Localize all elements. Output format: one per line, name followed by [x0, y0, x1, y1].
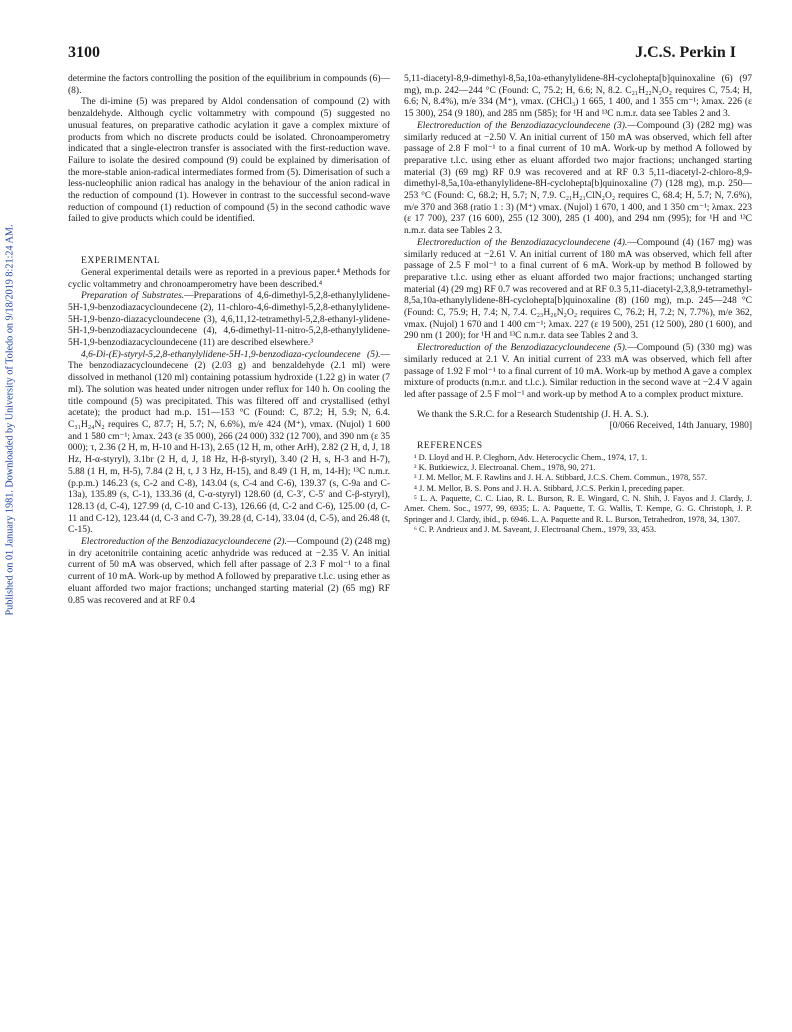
diimine-paragraph: The di-imine (5) was prepared by Aldol condensation of compound (2) with benzaldehyde. Although cyclic voltammetry with compound (5) suggested no unusual features, on preparative cathodic acylation it gave a complex mixture of products from which no discrete products could be isolated. Chronoamperometry indicated that a single-electron transfer is associated with the first-reduction wave. Failure to isolate the desired compound (9) could be explained by dimerisation of the more-stable anion-radical intermediates formed from (5). Dimerisation of such a less-nucleophilic anion radical has analogy in the behaviour of the anion radical in the reduction of compound (1). However in contrast to the successful second-wave reduction of compound (1) reduction of compound (5) in the second cathodic wave failed to give products which could be identified. [68, 97, 390, 225]
electroreduction-3-body: —Compound (3) (282 mg) was similarly reduced at −2.50 V. An initial current of 150 mA was observed, which fell after passage of 2.8 F mol⁻¹ to a final current of 10 mA. Work-up by method A followed by preparative t.l.c. using ether as eluant afforded two major fractions; unchanged starting material (3) (69 mg) RF 0.9 was recovered and at RF 0.3 5,11-diacetyl-2-chloro-8,9-dimethyl-8,5a,10a-ethanylylidene-8H-cyclohepta[b]quinoxaline (7) (128 mg), m.p. 250—253 °C (Found: C, 68.2; H, 5.7; N, 7.9. C₂₁H₂₁ClN₂O₂ requires C, 68.4; H, 5.7; N, 7.6%), m/e 370 and 368 (ratio 1 : 3) (M⁺) νmax. (Nujol) 1 670, 1 400, and 1 350 cm⁻¹; λmax. 223 (ε 17 700), 237 (16 600), 255 (12 300), 285 (1 400), and 294 nm (995); for ¹H and ¹³C n.m.r. data see Tables 2 3. [404, 120, 752, 237]
reference-1: ¹ D. Lloyd and H. P. Cleghorn, Adv. Heterocyclic Chem., 1974, 17, 1. [414, 452, 648, 462]
styryl-body: —The benzodiazacycloundecene (2) (2.03 g) and benzaldehyde (2.1 ml) were dissolved in methanol (120 ml) containing potassium hydroxide (1.22 g) in water (7 ml). The solution was heated under nitrogen under reflux for 140 h. On cooling the title compound (5) was precipitated. This was filtered off and crystallised (ethyl acetate); the product had m.p. 151—153 °C (Found: C, 87.2; H, 5.9; N, 6.4. C₃₁H₂₄N₂ requires C, 87.7; H, 5.7; N, 6.6%), m/e 424 (M⁺), νmax. (Nujol) 1 600 and 1 580 cm⁻¹; λmax. 243 (ε 35 000), 266 (24 000) 332 (12 700), and 390 nm (ε 35 000); τ, 2.36 (2 H, m, H-10 and H-13), 2.65 (12 H, m, other ArH), 2.82 (2 H, d, J, 18 Hz, H-α-styryl), 3.1br (2 H, d, J, 18 Hz, H-β-styryl), 3.40 (2 H, s, H-3 and H-7), 5.88 (1 H, m, H-5), 7.84 (2 H, t, J 3 Hz, H-15), and 8.49 (1 H, m, 14-H); ¹³C n.m.r. (p.p.m.) 146.23 (s, C-2 and C-8), 143.04 (s, C-4 and C-6), 139.37 (s, C-9a and C-13a), 135.89 (s, C-1), 133.36 (d, C-α-styryl) 128.60 (d, C-3′, C-5′ and C-β-styryl), 128.13 (d, C-4), 127.99 (d, C-10 and C-13), 126.66 (d, C-2 and C-6), 125.00 (d, C-11 and C-12), 123.44 (d, C-3 and C-7), 39.28 (d, C-14), 33.04 (d, C-5), and 26.48 (t, C-15). [68, 349, 390, 536]
reference-6: ⁶ C. P. Andrieux and J. M. Saveant, J. Electroanal Chem., 1979, 33, 453. [414, 524, 657, 534]
electroreduction-4-title: Electroreduction of the Benzodiazacycloundecene (4). [417, 237, 628, 248]
download-notice [1, 200, 19, 640]
electroreduction-5-body: —Compound (5) (330 mg) was similarly reduced at 2.1 V. An initial current of 233 mA was observed, which fell after passage of 1.92 F mol⁻¹ to a final current of 10 mA. Work-up by method A gave a complex mixture of products (n.m.r. and t.l.c.). Similar reduction in the second wave at −2.4 V again led after passage of 2.5 F mol⁻¹ and work-up by method A to a complex product mixture. [404, 343, 752, 400]
electroreduction-3-title: Electroreduction of the Benzodiazacycloundecene (3). [417, 120, 628, 131]
preparation-paragraph [68, 291, 390, 350]
preparation-title: Preparation of Substrates. [81, 291, 185, 302]
electroreduction-4-body: —Compound (4) (167 mg) was similarly reduced at −2.61 V. An initial current of 180 mA was observed, which fell after passage of 2.5 F mol⁻¹ to a final current of 6 mA. Work-up by method B followed by preparative t.l.c. using ether as eluant afforded two major fractions; unchanged starting material (4) (29 mg) RF 0.7 was recovered and at RF 0.3 5,11-diacetyl-2,3,8,9-tetramethyl-8,5a,10a-ethanylylidene-8H-cyclohepta[b]quinoxaline (8) (160 mg), m.p. 245—248 °C (Found: C, 75.9; H, 7.4; N, 7.4. C₂₃H₂₆N₂O₂ requires C, 76.2; H, 7.2; N, 7.7%), m/e 362, νmax. (Nujol) 1 670 and 1 400 cm⁻¹; λmax. 227 (ε 19 500), 251 (12 500), 280 (1 600), and 290 nm (1 200); for ¹H and ¹³C n.m.r. data see Tables 2 and 3. [404, 237, 752, 342]
styryl-title: 4,6-Di-(E)-styryl-5,2,8-ethanylylidene-5H-1,9-benzodiaza-cycloundecene (5). [81, 349, 381, 360]
intro-paragraph: determine the factors controlling the position of the equilibrium in compounds (6)—(8). [68, 74, 390, 96]
reference-list [404, 453, 752, 535]
electroreduction-4-paragraph [404, 238, 752, 343]
right-column [404, 74, 752, 535]
left-column [68, 74, 390, 607]
reference-4: ⁴ J. M. Mellor, B. S. Pons and J. H. A. Stibbard, J.C.S. Perkin I, preceding paper. [414, 483, 685, 493]
reference-3: ³ J. M. Mellor, M. F. Rawlins and J. H. A. Stibbard, J.C.S. Chem. Commun., 1978, 557. [414, 473, 708, 483]
received-date: [0/066 Received, 14th January, 1980] [609, 421, 752, 432]
preparation-body: —Preparations of 4,6-dimethyl-5,2,8-ethanylylidene-5H-1,9-benzodiazacycloundecene (2), 11-chloro-4,6-dimethyl-5,2,8-ethanylylidene-5H-1,9-benzo-diazacycloundecene (3), 4,6,11,12-tetramethyl-5,2,8-ethanyl-ylidene-5H-1,9-benzodiazacycloundecene (4), 4,6-dimethyl-11-nitro-5,2,8-ethanylylidene-5H-1,9-benzodiazacycloundecene (11) are described elsewhere.³ [68, 291, 390, 349]
section-gap [68, 226, 390, 256]
electroreduction-3-paragraph [404, 121, 752, 238]
reference-5: ⁵ L. A. Paquette, C. C. Liao, R. L. Burson, R. E. Wingard, C. N. Shih, J. Fayos and J. Clardy, J. Amer. Chem. Soc., 1977, 99, 6935; L. A. Paquette, T. G. Wallis, T. Kempe, G. G. Christoph, J. P. Springer and J. Clardy, ibid., p. 6946. L. A. Paquette and R. L. Burson, Tetrahedron, 1978, 34, 1307. [404, 493, 752, 524]
electroreduction-5-title: Electroreduction of the Benzodiazacycloundecene (5). [417, 343, 628, 354]
styryl-paragraph [68, 350, 390, 537]
references-heading: REFERENCES [417, 441, 483, 452]
general-paragraph: General experimental details were as reported in a previous paper.⁴ Methods for cyclic voltammetry and chronoamperometry have been described.⁴ [68, 267, 390, 290]
experimental-heading: EXPERIMENTAL [81, 256, 161, 267]
reference-2: ² K. Butkiewicz, J. Electroanal. Chem., 1978, 90, 271. [414, 463, 596, 473]
continuation-paragraph: 5,11-diacetyl-8,9-dimethyl-8,5a,10a-ethanylylidene-8H-cyclohepta[b]quinoxaline (6) (97 mg), m.p. 242—244 °C (Found: C, 75.2; H, 6.6; N, 8.2. C₂₁H₂₂N₂O₂ requires C, 75.4; H, 6.6; N, 8.4%), m/e 334 (M⁺), νmax. (CHCl₃) 1 665, 1 400, and 1 355 cm⁻¹; λmax. 226 (ε 15 300), 254 (9 180), and 285 nm (585); for ¹H and ¹³C n.m.r. data see Tables 2 and 3. [404, 74, 752, 120]
electroreduction-2-paragraph [68, 537, 390, 607]
acknowledgement: We thank the S.R.C. for a Research Studentship (J. H. A. S.). [417, 409, 649, 420]
electroreduction-5-paragraph [404, 343, 752, 402]
electroreduction-2-body: —Compound (2) (248 mg) in dry acetonitrile containing acetic anhydride was reduced at −2.35 V. An initial current of 50 mA was observed, which fell after passage of 2.3 F mol⁻¹ to a final current of 10 mA. Work-up by method A followed by preparative t.l.c. using ether as eluant afforded two major fractions; unchanged starting material (2) (65 mg) RF 0.85 was recovered and at RF 0.4 [68, 537, 390, 606]
section-gap [404, 402, 752, 410]
journal-title: J.C.S. Perkin I [635, 44, 736, 61]
download-notice-text: Published on 01 January 1981. Downloaded by University of Toledo on 9/18/2019 8:21:24 AM. [4, 224, 16, 616]
section-gap [404, 433, 752, 441]
electroreduction-2-title: Electroreduction of the Benzodiazacycloundecene (2). [81, 537, 287, 548]
page-number: 3100 [68, 44, 100, 61]
